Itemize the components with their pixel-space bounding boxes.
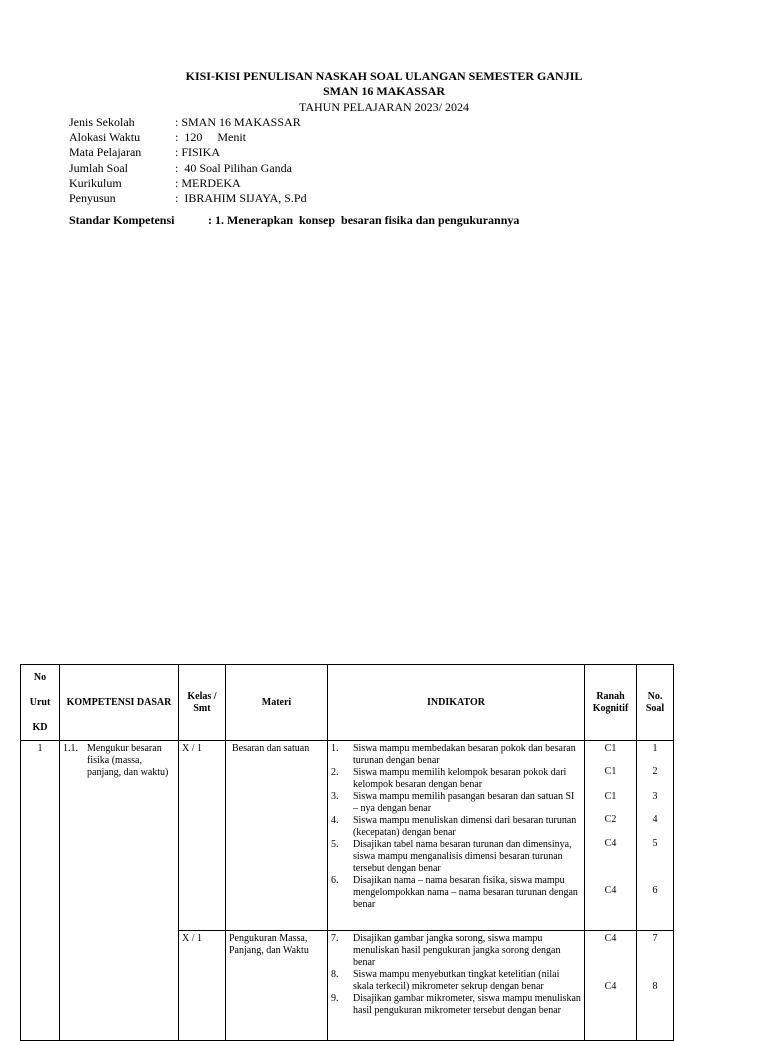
indikator-item bbox=[331, 791, 581, 815]
indikator-item bbox=[331, 875, 581, 911]
info-value: : SMAN 16 MAKASSAR bbox=[175, 115, 301, 129]
info-row-jumlah-soal bbox=[69, 161, 307, 176]
indikator-item bbox=[331, 767, 581, 791]
doc-title-line3: TAHUN PELAJARAN 2023/ 2024 bbox=[298, 100, 470, 114]
table-row bbox=[21, 741, 674, 931]
cell-no-soal bbox=[637, 741, 674, 931]
header-kompetensi-dasar: KOMPETENSI DASAR bbox=[60, 665, 179, 741]
info-block bbox=[69, 115, 307, 206]
ranah-value: C4 bbox=[604, 981, 617, 992]
ranah-value: C4 bbox=[604, 885, 617, 896]
indikator-text: Siswa mampu memilih kelompok besaran pokok dari kelompok besaran dengan benar bbox=[353, 767, 567, 790]
header-no-line1: No bbox=[33, 672, 47, 683]
indikator-item bbox=[331, 933, 581, 969]
kisi-kisi-table bbox=[20, 664, 674, 1041]
header-materi: Materi bbox=[226, 665, 328, 741]
info-value: : FISIKA bbox=[175, 145, 221, 160]
kisi-kisi-table-wrap bbox=[20, 664, 674, 1041]
indikator-item bbox=[331, 839, 581, 875]
info-row-mata-pelajaran bbox=[69, 145, 307, 160]
indikator-text: Disajikan gambar jangka sorong, siswa mampu menuliskan hasil pengukuran jangka sorong dengan benar bbox=[353, 933, 561, 968]
indikator-item bbox=[331, 743, 581, 767]
soal-number: 6 bbox=[652, 885, 658, 896]
cell-kelas: X / 1 bbox=[179, 741, 226, 931]
soal-number: 4 bbox=[652, 814, 658, 825]
cell-kelas: X / 1 bbox=[179, 931, 226, 1041]
info-label: Kurikulum bbox=[69, 175, 122, 190]
indikator-item bbox=[331, 815, 581, 839]
info-label: Jumlah Soal bbox=[69, 160, 128, 175]
info-value: : 120 Menit bbox=[175, 130, 246, 145]
indikator-number: 5. bbox=[331, 839, 339, 850]
info-row-jenis-sekolah bbox=[69, 115, 307, 130]
indikator-text: Disajikan nama – nama besaran fisika, siswa mampu mengelompokkan nama – nama besaran turunan dengan benar bbox=[353, 875, 578, 910]
indikator-text: Siswa mampu membedakan besaran pokok dan besaran turunan dengan benar bbox=[353, 743, 576, 766]
ranah-value: C1 bbox=[604, 791, 617, 802]
cell-indikator bbox=[328, 931, 585, 1041]
standar-value: : 1. Menerapkan konsep besaran fisika dan pengukurannya bbox=[208, 213, 520, 227]
cell-no-urut: 1 bbox=[21, 741, 60, 1041]
header-no-line3: KD bbox=[32, 722, 48, 733]
cell-no-soal bbox=[637, 931, 674, 1041]
info-row-kurikulum bbox=[69, 176, 307, 191]
soal-number: 8 bbox=[652, 981, 658, 992]
info-value: : MERDEKA bbox=[175, 175, 241, 190]
cell-indikator bbox=[328, 741, 585, 931]
indikator-item bbox=[331, 969, 581, 993]
indikator-text: Disajikan tabel nama besaran turunan dan dimensinya, siswa mampu menganalisis dimensi besaran turunan tersebut dengan benar bbox=[353, 839, 572, 874]
info-row-alokasi-waktu bbox=[69, 130, 307, 145]
indikator-text: Siswa mampu menuliskan dimensi dari besaran turunan (kecepatan) dengan benar bbox=[353, 815, 577, 838]
header-ranah-kognitif: Ranah Kognitif bbox=[585, 665, 637, 741]
header-indikator: INDIKATOR bbox=[328, 665, 585, 741]
cell-ranah-kognitif bbox=[585, 741, 637, 931]
cell-ranah-kognitif bbox=[585, 931, 637, 1041]
cell-kompetensi-dasar bbox=[60, 741, 179, 1041]
info-label: Mata Pelajaran bbox=[69, 145, 142, 160]
soal-number: 7 bbox=[652, 933, 658, 944]
table-header-row bbox=[21, 665, 674, 741]
info-label: Alokasi Waktu bbox=[69, 130, 141, 145]
indikator-text: Siswa mampu memilih pasangan besaran dan satuan SI – nya dengan benar bbox=[353, 791, 575, 814]
ranah-value: C1 bbox=[604, 743, 617, 754]
ranah-value: C4 bbox=[604, 933, 617, 944]
soal-number: 1 bbox=[652, 743, 658, 754]
standar-kompetensi bbox=[69, 213, 519, 228]
indikator-item bbox=[331, 993, 581, 1017]
indikator-number: 8. bbox=[331, 969, 339, 980]
cell-materi: Besaran dan satuan bbox=[226, 741, 328, 931]
indikator-number: 1. bbox=[331, 743, 339, 754]
info-value: : IBRAHIM SIJAYA, S.Pd bbox=[175, 191, 307, 206]
kd-text: Mengukur besaran fisika (massa, panjang, dan waktu) bbox=[87, 743, 169, 778]
doc-title-line1: KISI-KISI PENULISAN NASKAH SOAL ULANGAN SEMESTER GANJIL bbox=[185, 69, 583, 83]
indikator-number: 3. bbox=[331, 791, 339, 802]
header-no-urut bbox=[21, 665, 60, 741]
header-no-soal: No. Soal bbox=[637, 665, 674, 741]
info-label: Jenis Sekolah bbox=[69, 115, 135, 129]
indikator-text: Disajikan gambar mikrometer, siswa mampu menuliskan hasil pengukuran mikrometer tersebut dengan benar bbox=[353, 993, 581, 1016]
kd-number: 1.1. bbox=[63, 743, 78, 754]
soal-number: 2 bbox=[652, 766, 658, 777]
header-no-line2: Urut bbox=[29, 697, 51, 708]
indikator-number: 6. bbox=[331, 875, 339, 886]
indikator-number: 9. bbox=[331, 993, 339, 1004]
ranah-value: C2 bbox=[604, 814, 617, 825]
soal-number: 3 bbox=[652, 791, 658, 802]
doc-title-line2: SMAN 16 MAKASSAR bbox=[322, 84, 445, 98]
indikator-text: Siswa mampu menyebutkan tingkat ketelitian (nilai skala terkecil) mikrometer sekrup dengan benar bbox=[353, 969, 560, 992]
ranah-value: C1 bbox=[604, 766, 617, 777]
info-row-penyusun bbox=[69, 191, 307, 206]
ranah-value: C4 bbox=[604, 838, 617, 849]
standar-label: Standar Kompetensi bbox=[69, 213, 175, 227]
indikator-number: 2. bbox=[331, 767, 339, 778]
info-label: Penyusun bbox=[69, 191, 116, 206]
info-value: : 40 Soal Pilihan Ganda bbox=[175, 160, 292, 175]
soal-number: 5 bbox=[652, 838, 658, 849]
indikator-number: 7. bbox=[331, 933, 339, 944]
header-kelas-smt: Kelas / Smt bbox=[179, 665, 226, 741]
indikator-number: 4. bbox=[331, 815, 339, 826]
cell-materi: Pengukuran Massa, Panjang, dan Waktu bbox=[226, 931, 328, 1041]
